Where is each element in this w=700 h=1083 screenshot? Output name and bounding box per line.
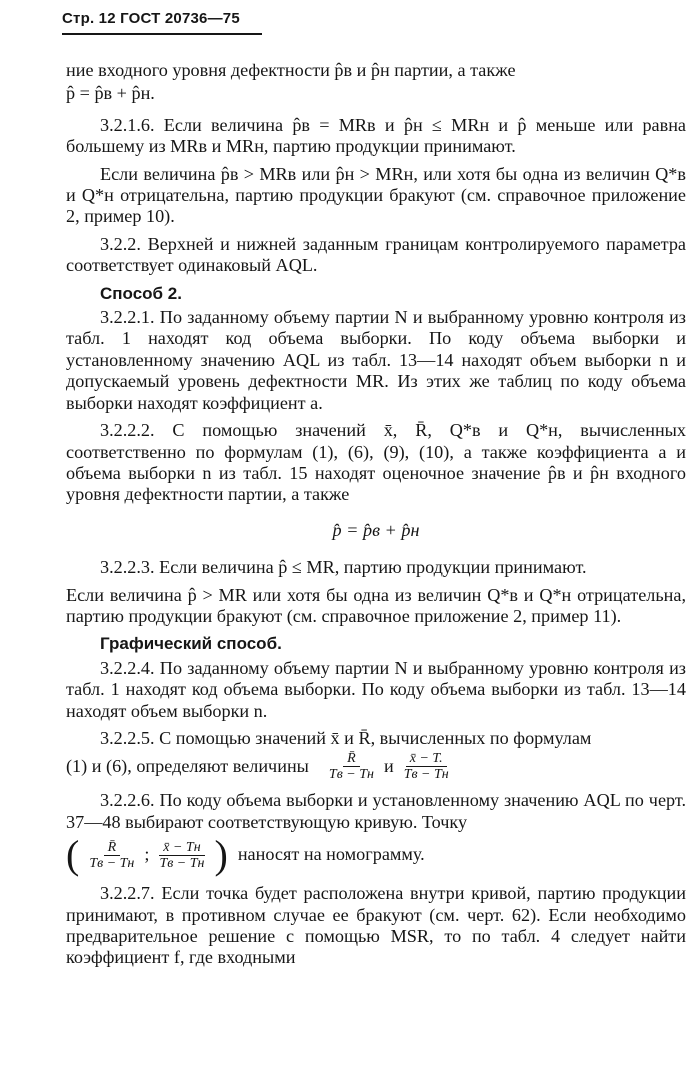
heading-method-2: Способ 2. (100, 283, 182, 303)
fraction-x-over-range (400, 751, 453, 782)
clause-3-2-2-6: 3.2.2.6. По коду объема выборки и установленному значению AQL по черт. 37—48 выбирают соответствующую кривую. Точку (66, 790, 686, 832)
clause-3-2-2-5-line2 (66, 751, 686, 782)
right-paren: ) (214, 832, 228, 878)
clause-3-2-2-5-prefix: (1) и (6), определяют величины (66, 756, 309, 777)
clause-3-2-2-1: 3.2.2.1. По заданному объему партии N и выбранному уровню контроля из табл. 1 находят код объема выборки. По коду объема выборки и установленному значению AQL из табл. 13—14 находят объем выборки n и допускаемый уровень дефектности MR. Из этих же таблиц по коду объема выборки находят коэффициент a. (66, 307, 686, 413)
clause-3-2-2-7: 3.2.2.7. Если точка будет расположена внутри кривой, партию продукции принимают, в противном случае ее бракуют (см. черт. 62). Если необходимо предварительное решение с помощью MSR, то по табл. 4 следует найти коэффициент f, где входными (66, 883, 686, 968)
paragraph-continuation-line2: p̂ = p̂в + p̂н. (66, 83, 155, 104)
document-body (66, 60, 686, 975)
fraction-denominator: Tв − Tн (403, 767, 449, 783)
heading-graphical-method: Графический способ. (100, 634, 282, 654)
clause-3-2-2-3: 3.2.2.3. Если величина p̂ ≤ MR, партию продукции принимают. (100, 557, 587, 578)
header-rule (62, 33, 262, 35)
fraction-numerator: R̄ (343, 751, 360, 767)
clause-3-2-2-2: 3.2.2.2. С помощью значений x̄, R̄, Q*в и Q*н, вычисленных соответственно по формулам (1), (6), (9), (10), а также коэффициента a и объема выборки n из табл. 15 находят оценочное значение p̂в и p̂н входного уровня дефектности партии, а также (66, 420, 686, 505)
fraction-r-over-range-point (85, 840, 138, 871)
centered-formula: p̂ = p̂в + p̂н (332, 519, 420, 540)
separator: ; (144, 844, 150, 865)
paragraph-continuation-line1: ние входного уровня дефектности p̂в и p̂н партии, а также (66, 60, 516, 80)
fraction-r-over-range (325, 751, 378, 782)
fraction-x-over-range-point (155, 840, 208, 871)
page-header: Стр. 12 ГОСТ 20736—75 (62, 10, 240, 27)
clause-3-2-2: 3.2.2. Верхней и нижней заданным границам контролируемого параметра соответствует одинаковый AQL. (66, 233, 686, 276)
clause-3-2-2-4: 3.2.2.4. По заданному объему партии N и выбранному уровню контроля из табл. 1 находят код объема выборки. По коду объема выборки из табл. 13—14 находят объем выборки n. (66, 657, 686, 721)
clause-3-2-1-6: 3.2.1.6. Если величина p̂в = MRв и p̂н ≤ MRн и p̂ меньше или равна большему из MRв и MRн, партию продукции принимают. (66, 114, 686, 157)
conjunction: и (383, 756, 394, 777)
fraction-denominator: Tв − Tн (328, 767, 374, 783)
clause-3-2-2-5-line1: 3.2.2.5. С помощью значений x̄ и R̄, вычисленных по формулам (100, 727, 592, 748)
fraction-denominator: Tв − Tн (159, 855, 205, 871)
clause-3-2-2-6-tail: наносят на номограмму. (237, 844, 425, 865)
fraction-numerator: x̄ − T. (406, 751, 447, 767)
fraction-numerator: R̄ (104, 840, 121, 856)
clause-3-2-2-3-reject: Если величина p̂ > MR или хотя бы одна из величин Q*в и Q*н отрицательна, партию продукции бракуют (см. справочное приложение 2, пример 11). (66, 584, 686, 626)
left-paren: ( (66, 832, 80, 878)
fraction-denominator: Tв − Tн (89, 855, 135, 871)
clause-3-2-1-6-reject: Если величина p̂в > MRв или p̂н > MRн, или хотя бы одна из величин Q*в и Q*н отрицательна, партию продукции бракуют (см. справочное приложение 2, пример 10). (66, 163, 686, 227)
fraction-numerator: x̄ − Tн (159, 840, 204, 856)
point-coordinates (66, 832, 686, 878)
